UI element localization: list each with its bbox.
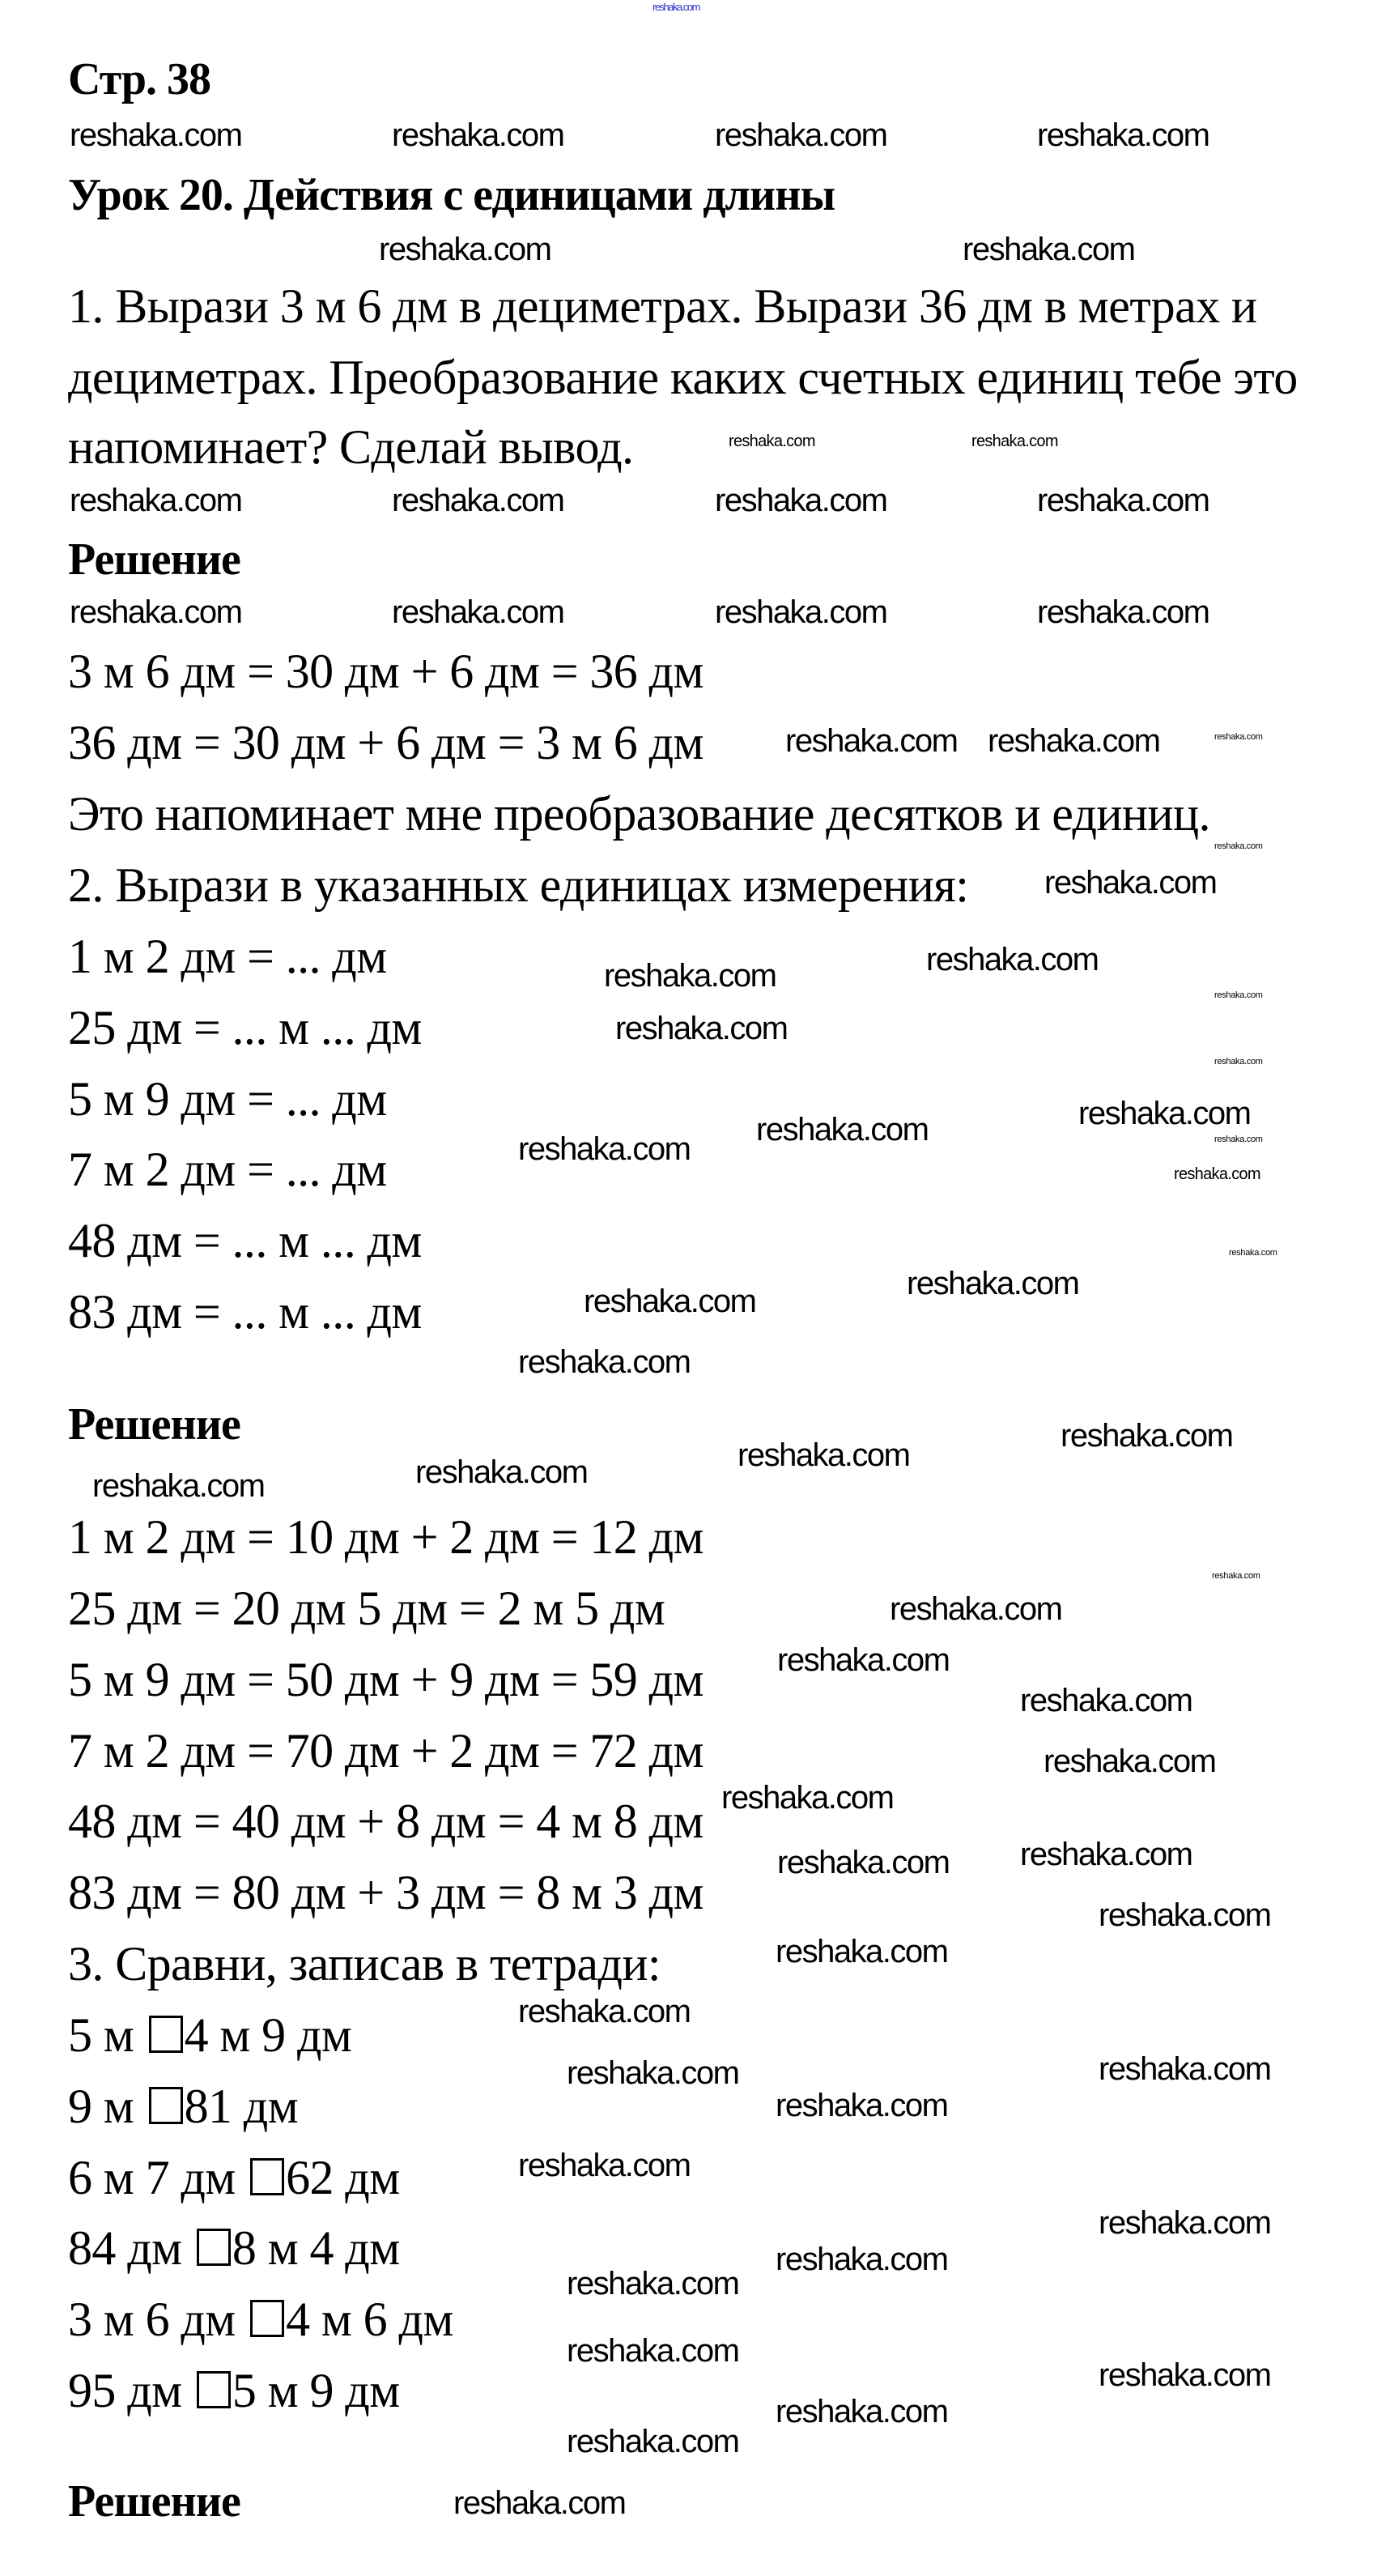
compare-left: 9 м <box>68 2080 146 2133</box>
watermark: reshaka.com <box>392 594 564 630</box>
watermark: reshaka.com <box>1214 732 1263 742</box>
watermark: reshaka.com <box>392 117 564 153</box>
task1-text-line: дециметрах. Преобразование каких счетных единиц тебе это <box>68 351 1298 404</box>
watermark: reshaka.com <box>1212 1571 1260 1581</box>
watermark: reshaka.com <box>776 2394 948 2429</box>
compare-right: 4 м 9 дм <box>184 2008 352 2062</box>
watermark: reshaka.com <box>567 2424 739 2459</box>
watermark: reshaka.com <box>988 723 1160 759</box>
task1-text-line: 1. Вырази 3 м 6 дм в дециметрах. Вырази 36 дм в метрах и <box>68 279 1257 333</box>
watermark: reshaka.com <box>1020 1837 1192 1872</box>
compare-left: 6 м 7 дм <box>68 2151 248 2204</box>
compare-left: 84 дм <box>68 2221 193 2275</box>
watermark: reshaka.com <box>567 2333 739 2369</box>
task2-item: 1 м 2 дм = ... дм <box>68 930 387 983</box>
task2-solution-line: 83 дм = 80 дм + 3 дм = 8 м 3 дм <box>68 1866 704 1919</box>
task3-solution-heading: Решение <box>68 2476 240 2527</box>
compare-box <box>149 2016 183 2053</box>
task3-item <box>68 2289 453 2350</box>
watermark: reshaka.com <box>1099 2051 1271 2087</box>
watermark: reshaka.com <box>1214 1135 1263 1144</box>
watermark: reshaka.com <box>777 1845 950 1880</box>
watermark: reshaka.com <box>715 483 887 518</box>
watermark: reshaka.com <box>785 723 958 759</box>
task2-item: 83 дм = ... м ... дм <box>68 1285 422 1339</box>
task2-solution-line: 5 м 9 дм = 50 дм + 9 дм = 59 дм <box>68 1653 704 1706</box>
compare-left: 3 м 6 дм <box>68 2293 248 2346</box>
watermark: reshaka.com <box>518 2148 691 2183</box>
page-label: Стр. 38 <box>68 54 211 104</box>
watermark: reshaka.com <box>392 483 564 518</box>
task1-solution-line: 3 м 6 дм = 30 дм + 6 дм = 36 дм <box>68 645 704 698</box>
compare-right: 62 дм <box>286 2151 400 2204</box>
watermark: reshaka.com <box>776 2088 948 2123</box>
compare-left: 95 дм <box>68 2364 193 2417</box>
compare-box <box>250 2300 284 2337</box>
lesson-title: Урок 20. Действия с единицами длины <box>68 170 835 220</box>
task3-item <box>68 2360 400 2421</box>
compare-box <box>197 2371 231 2408</box>
watermark: reshaka.com <box>1044 865 1217 901</box>
watermark: reshaka.com <box>379 232 551 267</box>
task2-title: 2. Вырази в указанных единицах измерения: <box>68 858 969 912</box>
watermark: reshaka.com <box>1099 2357 1271 2393</box>
watermark: reshaka.com <box>70 117 242 153</box>
watermark: reshaka.com <box>518 1131 691 1167</box>
watermark: reshaka.com <box>92 1468 265 1504</box>
watermark: reshaka.com <box>518 1344 691 1380</box>
task2-solution-line: 48 дм = 40 дм + 8 дм = 4 м 8 дм <box>68 1795 704 1848</box>
watermark: reshaka.com <box>518 1994 691 2029</box>
task2-solution-line: 1 м 2 дм = 10 дм + 2 дм = 12 дм <box>68 1510 704 1564</box>
task2-item: 25 дм = ... м ... дм <box>68 1001 422 1054</box>
compare-box <box>250 2158 284 2195</box>
watermark: reshaka.com <box>715 594 887 630</box>
watermark: reshaka.com <box>776 1934 948 1969</box>
watermark: reshaka.com <box>584 1284 756 1319</box>
compare-right: 81 дм <box>184 2080 299 2133</box>
task2-item: 7 м 2 дм = ... дм <box>68 1143 387 1196</box>
compare-box <box>149 2087 183 2124</box>
watermark: reshaka.com <box>890 1591 1062 1627</box>
watermark: reshaka.com <box>567 2055 739 2091</box>
watermark: reshaka.com <box>729 432 815 450</box>
watermark: reshaka.com <box>1061 1418 1233 1454</box>
watermark: reshaka.com <box>1044 1744 1216 1779</box>
watermark: reshaka.com <box>715 117 887 153</box>
compare-right: 4 м 6 дм <box>286 2293 453 2346</box>
task1-text-line: напоминает? Сделай вывод. <box>68 420 634 474</box>
task1-solution-heading: Решение <box>68 534 240 585</box>
task1-solution-line: Это напоминает мне преобразование десятков и единиц. <box>68 787 1210 841</box>
compare-box <box>197 2229 231 2266</box>
compare-right: 8 м 4 дм <box>232 2221 400 2275</box>
task3-item <box>68 2004 351 2066</box>
watermark: reshaka.com <box>1174 1165 1260 1183</box>
task3-item <box>68 2217 400 2279</box>
watermark: reshaka.com <box>604 958 776 994</box>
watermark: reshaka.com <box>1214 1057 1263 1067</box>
watermark: reshaka.com <box>738 1437 910 1473</box>
watermark: reshaka.com <box>926 942 1099 977</box>
watermark: reshaka.com <box>453 2485 626 2521</box>
watermark: reshaka.com <box>70 594 242 630</box>
watermark: reshaka.com <box>1099 1897 1271 1933</box>
task2-item: 5 м 9 дм = ... дм <box>68 1072 387 1126</box>
watermark: reshaka.com <box>907 1266 1079 1301</box>
watermark: reshaka.com <box>776 2242 948 2277</box>
watermark: reshaka.com <box>70 483 242 518</box>
watermark: reshaka.com <box>1037 483 1209 518</box>
compare-right: 5 м 9 дм <box>232 2364 400 2417</box>
task3-title: 3. Сравни, записав в тетради: <box>68 1937 661 1991</box>
watermark: reshaka.com <box>567 2266 739 2301</box>
watermark: reshaka.com <box>721 1780 894 1816</box>
watermark: reshaka.com <box>1078 1096 1251 1131</box>
watermark: reshaka.com <box>1099 2205 1271 2241</box>
compare-left: 5 м <box>68 2008 146 2062</box>
watermark: reshaka.com <box>1214 990 1263 1000</box>
task2-item: 48 дм = ... м ... дм <box>68 1214 422 1267</box>
watermark: reshaka.com <box>971 432 1058 450</box>
watermark: reshaka.com <box>1229 1248 1277 1258</box>
watermark: reshaka.com <box>963 232 1135 267</box>
task2-solution-line: 7 м 2 дм = 70 дм + 2 дм = 72 дм <box>68 1724 704 1778</box>
watermark: reshaka.com <box>756 1112 929 1147</box>
task3-item <box>68 2147 400 2208</box>
task3-item <box>68 2076 298 2137</box>
watermark-link[interactable]: reshaka.com <box>652 1 699 13</box>
watermark: reshaka.com <box>1037 594 1209 630</box>
watermark: reshaka.com <box>1214 841 1263 851</box>
task1-solution-line: 36 дм = 30 дм + 6 дм = 3 м 6 дм <box>68 716 704 769</box>
task2-solution-line: 25 дм = 20 дм 5 дм = 2 м 5 дм <box>68 1582 665 1635</box>
watermark: reshaka.com <box>1020 1683 1192 1718</box>
watermark: reshaka.com <box>1037 117 1209 153</box>
task2-solution-heading: Решение <box>68 1399 240 1450</box>
watermark: reshaka.com <box>615 1011 788 1046</box>
watermark: reshaka.com <box>415 1454 588 1490</box>
watermark: reshaka.com <box>777 1642 950 1678</box>
